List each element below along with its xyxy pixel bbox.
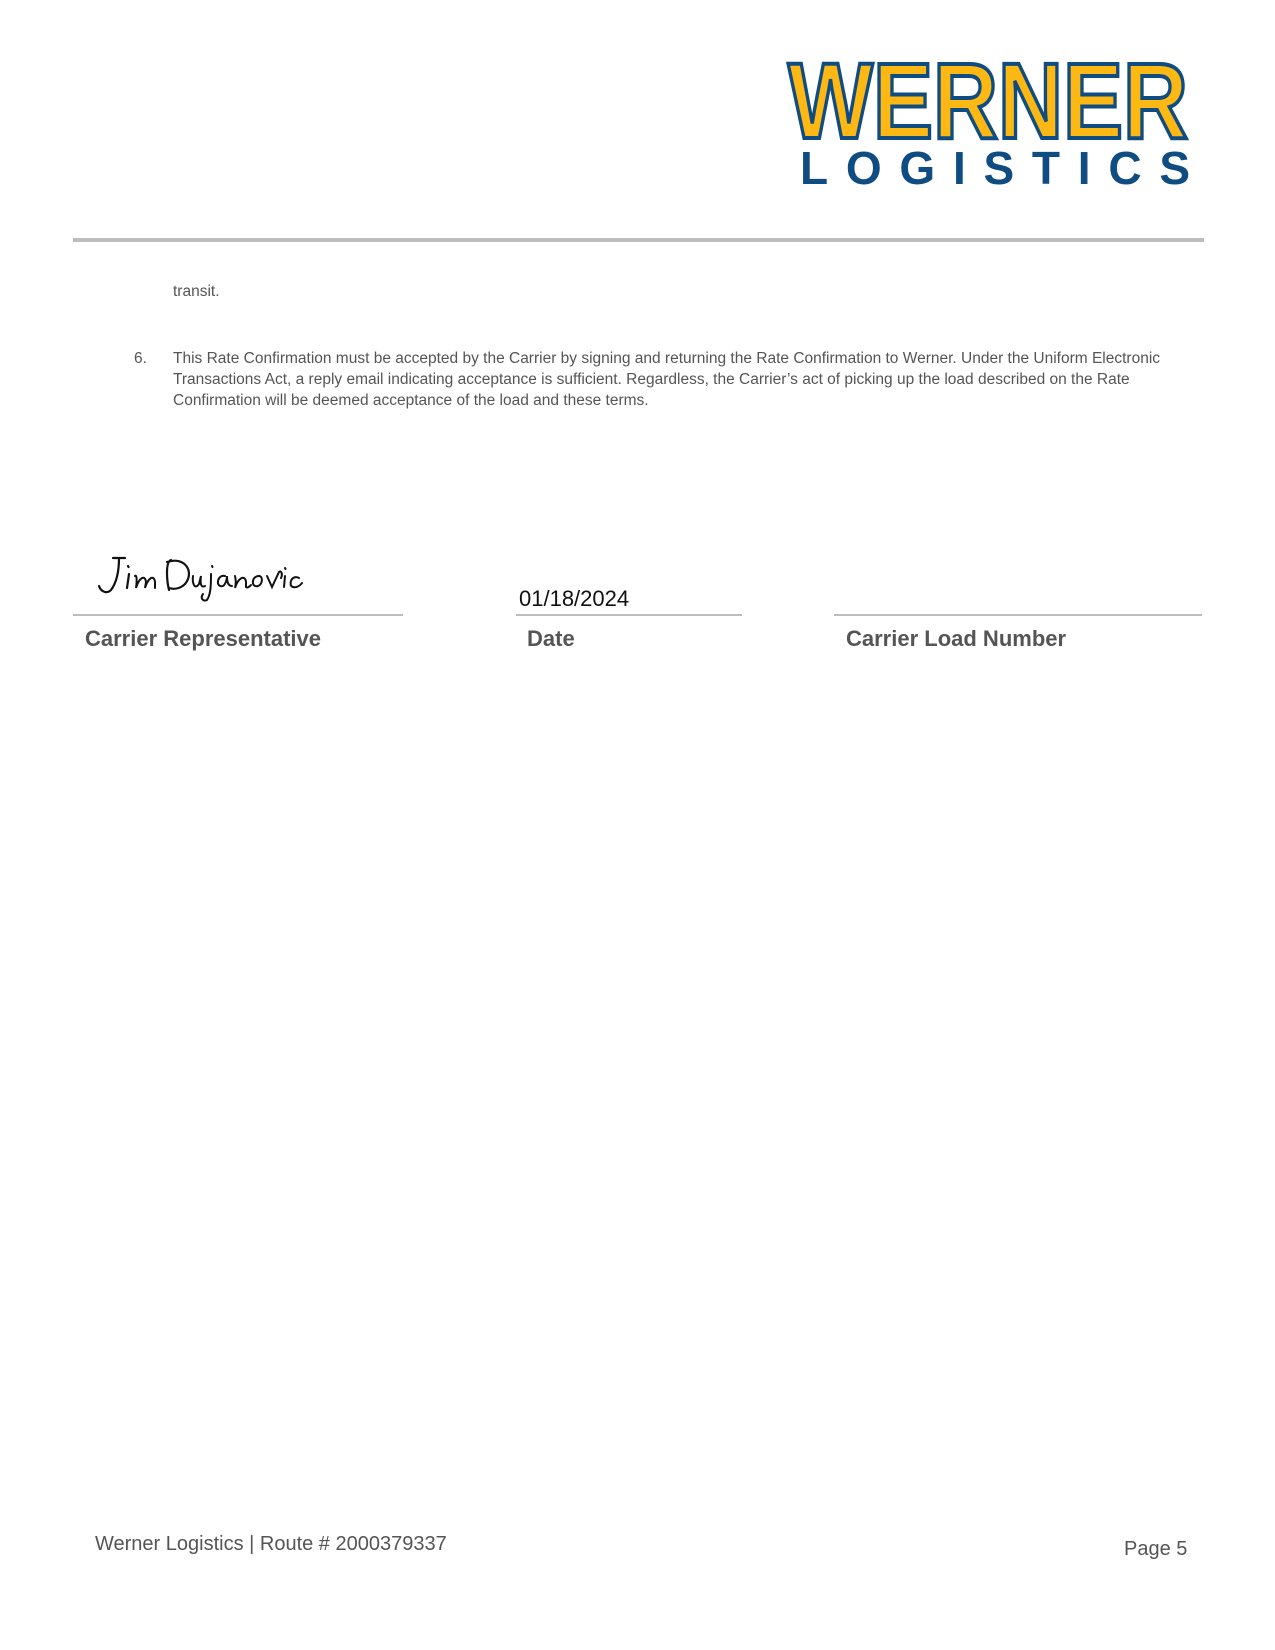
carrier-rep-label: Carrier Representative [85,626,322,651]
date-line [516,614,742,616]
continued-term-text: transit. [173,283,220,300]
carrier-load-number-label: Carrier Load Number [846,626,1067,651]
date-label: Date [527,626,575,651]
logo-sub-text: LOGISTICS [800,142,1190,190]
carrier-load-line [834,614,1202,616]
term-item-6 [134,348,1174,411]
werner-logistics-logo [783,42,1193,190]
term-number: 6. [134,350,147,367]
logo-main-text: WERNER [788,42,1188,161]
footer-route-text: Werner Logistics | Route # 2000379337 [95,1533,447,1555]
date-value: 01/18/2024 [519,586,630,611]
header-divider [73,238,1204,242]
term-text: This Rate Confirmation must be accepted by the Carrier by signing and returning the Rate Confirmation to Werner. Under the Uniform Electronic Transactions Act, a reply email indicating acceptance is sufficient. Regardless, the Carrier’s act of picking up the load described on the Rate Confirmation will be deemed acceptance of the load and these terms. [173,350,1161,409]
carrier-rep-line [73,614,403,616]
carrier-signature [95,552,305,602]
page-number: Page 5 [1124,1538,1188,1560]
